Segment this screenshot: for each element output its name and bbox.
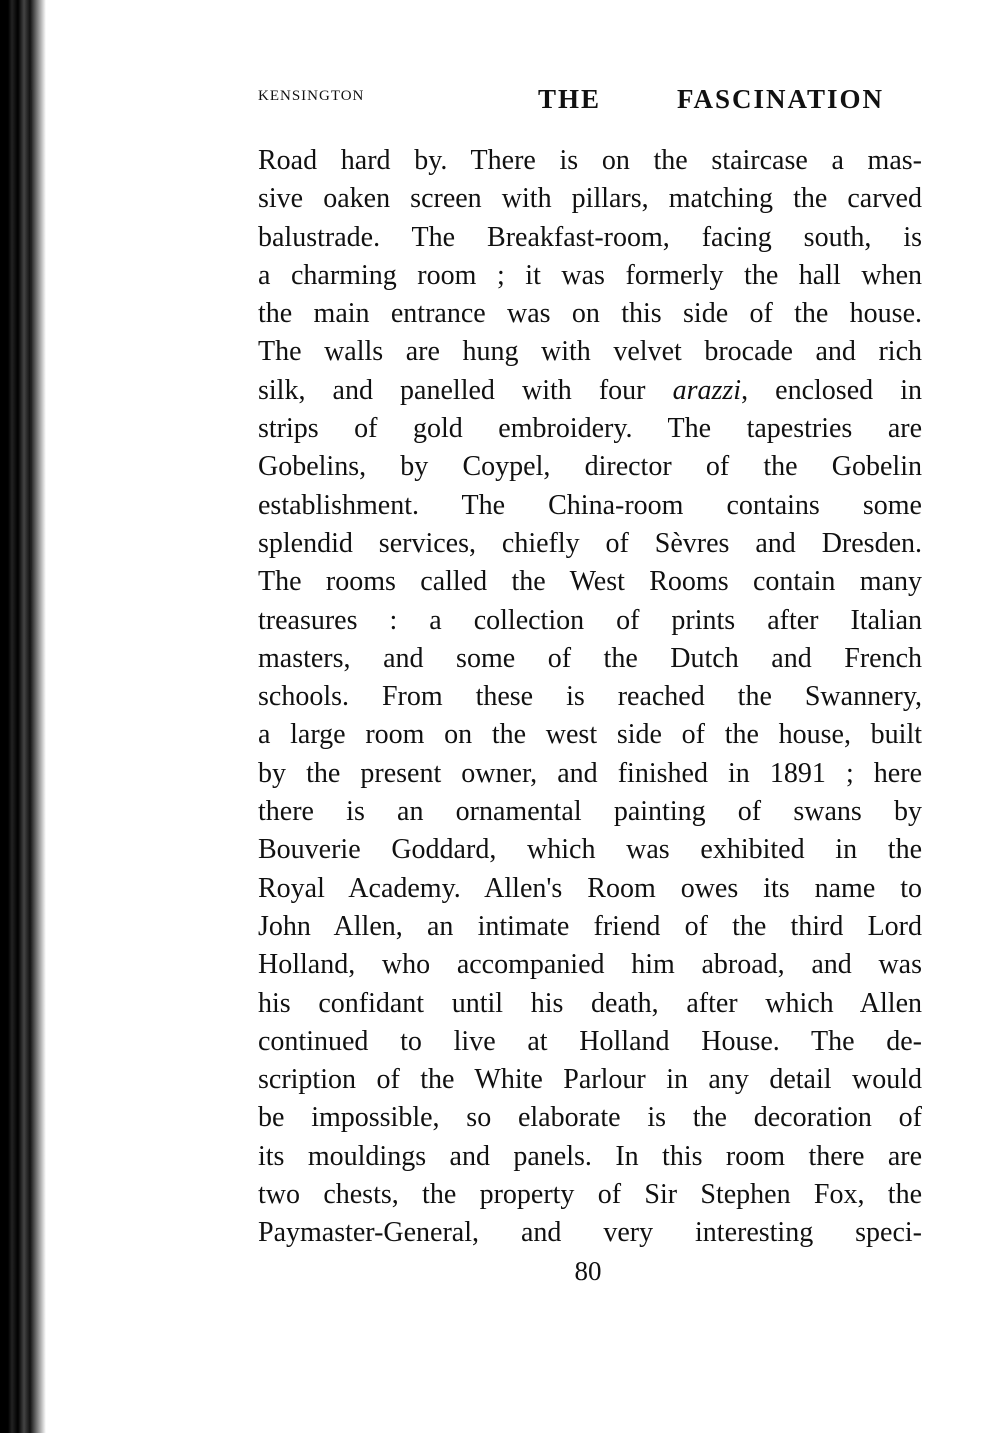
page-title: THE FASCINATION [538,84,884,114]
text-line: Holland, who accompanied him abroad, and was [258,949,922,981]
text-line: by the present owner, and finished in 1891 ; here [258,757,922,789]
text-line: splendid services, chiefly of Sèvres and Dresden. [258,527,922,559]
body-text [258,142,922,1253]
running-head: KENSINGTON [258,88,365,104]
text-line: strips of gold embroidery. The tapestries are [258,413,922,445]
text-line: two chests, the property of Sir Stephen Fox, the [258,1179,922,1211]
text-line: treasures : a collection of prints after Italian [258,604,922,636]
text-line: establishment. The China-room contains some [258,489,922,521]
text-line: balustrade. The Breakfast-room, facing south, is [258,221,922,253]
text-line: Paymaster-General, and very interesting speci- [258,1217,922,1249]
text-line: Gobelins, by Coypel, director of the Gobelin [258,451,922,483]
binding-edge-mark [30,90,62,570]
text-line: Bouverie Goddard, which was exhibited in the [258,834,922,866]
text-line: Royal Academy. Allen's Room owes its name to [258,872,922,904]
text-line: sive oaken screen with pillars, matching the carved [258,183,922,215]
text-line: be impossible, so elaborate is the decoration of [258,1102,922,1134]
text-line: a charming room ; it was formerly the hall when [258,259,922,291]
text-line: continued to live at Holland House. The de- [258,1025,922,1057]
text-line: John Allen, an intimate friend of the third Lord [258,910,922,942]
text-line: Road hard by. There is on the staircase a mas- [258,145,922,176]
text-line: its mouldings and panels. In this room there are [258,1140,922,1172]
text-line: masters, and some of the Dutch and French [258,642,922,674]
text-line: the main entrance was on this side of the house. [258,298,922,330]
text-line: his confidant until his death, after which Allen [258,987,922,1019]
text-line: The walls are hung with velvet brocade and rich [258,336,922,368]
page-number: 80 [574,1256,602,1286]
text-line: a large room on the west side of the house, built [258,719,922,751]
text-line: The rooms called the West Rooms contain many [258,566,922,598]
text-line: scription of the White Parlour in any detail would [258,1064,922,1096]
text-line: schools. From these is reached the Swannery, [258,681,922,713]
text-line: silk, and panelled with four arazzi, enclosed in [258,374,922,406]
text-line: there is an ornamental painting of swans by [258,796,922,828]
